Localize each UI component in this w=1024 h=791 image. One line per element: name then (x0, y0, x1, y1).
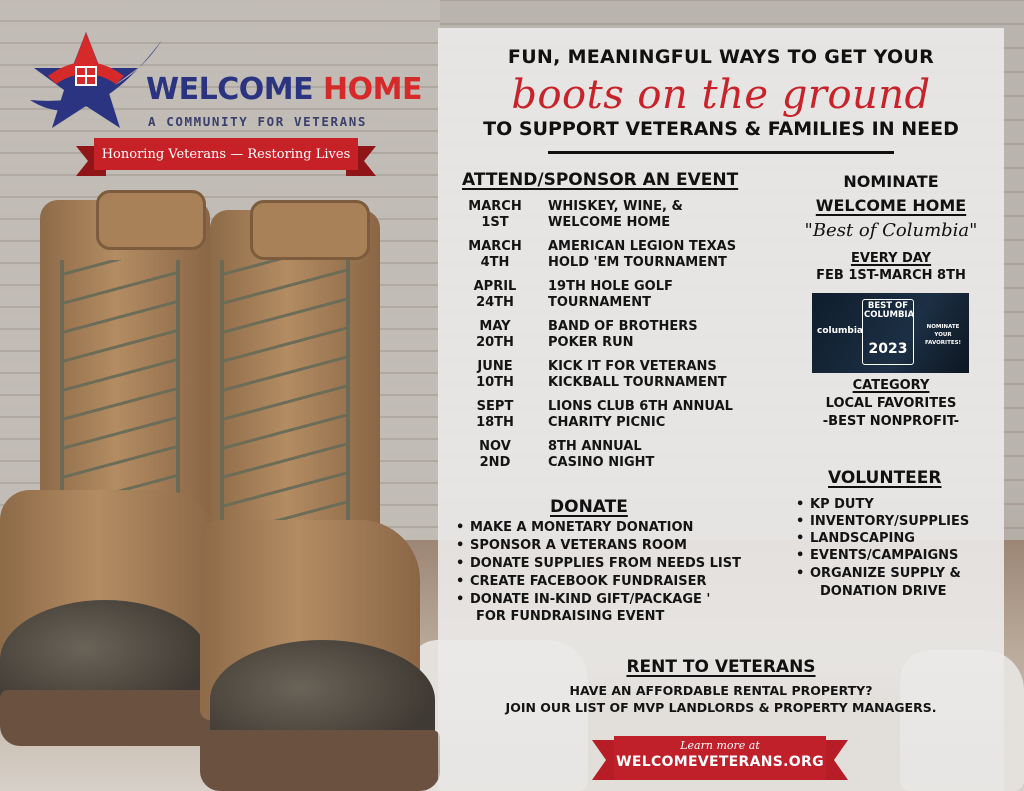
event-name: AMERICAN LEGION TEXAS (548, 239, 737, 254)
list-item: • DONATE IN-KIND GIFT/PACKAGE ' (456, 592, 711, 607)
event-name: KICKBALL TOURNAMENT (548, 375, 727, 390)
list-item: • SPONSOR A VETERANS ROOM (456, 538, 687, 553)
right-boot (190, 190, 440, 791)
headline-line1: FUN, MEANINGFUL WAYS TO GET YOUR (507, 46, 935, 68)
logo-title-welcome: WELCOME (146, 72, 324, 107)
rent-line1: HAVE AN AFFORDABLE RENTAL PROPERTY? (569, 683, 873, 698)
nominate-heading: NOMINATE (843, 172, 939, 191)
event-date: MARCH (468, 199, 522, 214)
logo-ribbon (76, 138, 376, 176)
list-item-text: DONATE SUPPLIES FROM NEEDS LIST (470, 556, 741, 571)
event-date: 4TH (480, 255, 510, 270)
event-date: JUNE (477, 359, 513, 374)
headline-line3: TO SUPPORT VETERANS & FAMILIES IN NEED (483, 118, 959, 140)
website-banner[interactable] (592, 736, 848, 784)
event-date: MARCH (468, 239, 522, 254)
welcome-home-logo (28, 28, 422, 188)
nominate-org: WELCOME HOME (815, 196, 967, 215)
list-item-text: DONATION DRIVE (820, 584, 947, 599)
event-date: APRIL (473, 279, 517, 294)
rent-title: RENT TO VETERANS (626, 657, 816, 677)
list-item: • ORGANIZE SUPPLY & (796, 566, 961, 581)
list-item-text: INVENTORY/SUPPLIES (810, 514, 970, 529)
event-date: MAY (479, 319, 511, 334)
list-item: • MAKE A MONETARY DONATION (456, 520, 694, 535)
list-item-text: MAKE A MONETARY DONATION (470, 520, 694, 535)
category-label: CATEGORY (852, 378, 930, 393)
event-name: WELCOME HOME (548, 215, 671, 230)
event-name: 8TH ANNUAL (548, 439, 642, 454)
badge-title: BEST OF COLUMBIA (864, 301, 915, 320)
event-date: 2ND (479, 455, 511, 470)
donate-title: DONATE (550, 497, 628, 517)
list-item-text: DONATE IN-KIND GIFT/PACKAGE ' (470, 592, 711, 607)
list-item: • LANDSCAPING (796, 531, 915, 546)
category-name: LOCAL FAVORITES (825, 396, 957, 411)
headline-divider (548, 151, 894, 154)
ribbon-text: Honoring Veterans — Restoring Lives (94, 138, 358, 170)
list-item: • INVENTORY/SUPPLIES (796, 514, 970, 529)
headline-script: boots on the ground (511, 72, 931, 118)
list-item-continued (820, 583, 947, 600)
event-date: 10TH (476, 375, 514, 390)
list-item-text: ORGANIZE SUPPLY & (810, 566, 961, 581)
logo-title (146, 72, 422, 107)
event-name: POKER RUN (548, 335, 634, 350)
nominate-award: "Best of Columbia" (804, 220, 978, 241)
list-item-text: SPONSOR A VETERANS ROOM (470, 538, 687, 553)
category-sub: -BEST NONPROFIT- (822, 414, 960, 429)
event-date: 20TH (476, 335, 514, 350)
badge-source: columbia (817, 326, 863, 336)
event-date: NOV (479, 439, 511, 454)
list-item-text: FOR FUNDRAISING EVENT (476, 609, 665, 624)
event-name: CASINO NIGHT (548, 455, 655, 470)
event-name: BAND OF BROTHERS (548, 319, 698, 334)
best-of-columbia-badge (812, 293, 969, 373)
event-name: CHARITY PICNIC (548, 415, 666, 430)
event-name: 19TH HOLE GOLF (548, 279, 673, 294)
volunteer-title: VOLUNTEER (828, 468, 942, 488)
logo-tagline: A COMMUNITY FOR VETERANS (148, 114, 368, 129)
list-item: • DONATE SUPPLIES FROM NEEDS LIST (456, 556, 741, 571)
boots-image (0, 190, 450, 791)
event-date: SEPT (476, 399, 514, 414)
nominate-when-label: EVERY DAY (850, 251, 932, 266)
badge-cta: NOMINATE YOUR FAVORITES! (924, 324, 962, 346)
website-link[interactable]: WELCOMEVETERANS.ORG (616, 754, 824, 770)
list-item-text: CREATE FACEBOOK FUNDRAISER (470, 574, 707, 589)
event-name: HOLD 'EM TOURNAMENT (548, 255, 727, 270)
list-item-continued (476, 608, 664, 625)
nominate-dates: FEB 1ST-MARCH 8TH (816, 268, 966, 283)
event-date: 18TH (476, 415, 514, 430)
event-name: WHISKEY, WINE, & (548, 199, 683, 214)
rent-line2: JOIN OUR LIST OF MVP LANDLORDS & PROPERTY MANAGERS. (505, 700, 937, 715)
event-name: KICK IT FOR VETERANS (548, 359, 717, 374)
list-item: • EVENTS/CAMPAIGNS (796, 548, 959, 563)
badge-year: 2023 (868, 341, 908, 357)
event-date: 24TH (476, 295, 514, 310)
events-title: ATTEND/SPONSOR AN EVENT (462, 170, 739, 190)
list-item: • KP DUTY (796, 497, 874, 512)
event-name: TOURNAMENT (548, 295, 651, 310)
list-item: • CREATE FACEBOOK FUNDRAISER (456, 574, 707, 589)
event-name: LIONS CLUB 6TH ANNUAL (548, 399, 733, 414)
list-item-text: LANDSCAPING (810, 531, 915, 546)
list-item-text: KP DUTY (810, 497, 874, 512)
event-date: 1ST (481, 215, 509, 230)
banner-learn-more: Learn more at (680, 739, 760, 752)
list-item-text: EVENTS/CAMPAIGNS (810, 548, 959, 563)
logo-title-home: HOME (323, 72, 422, 107)
